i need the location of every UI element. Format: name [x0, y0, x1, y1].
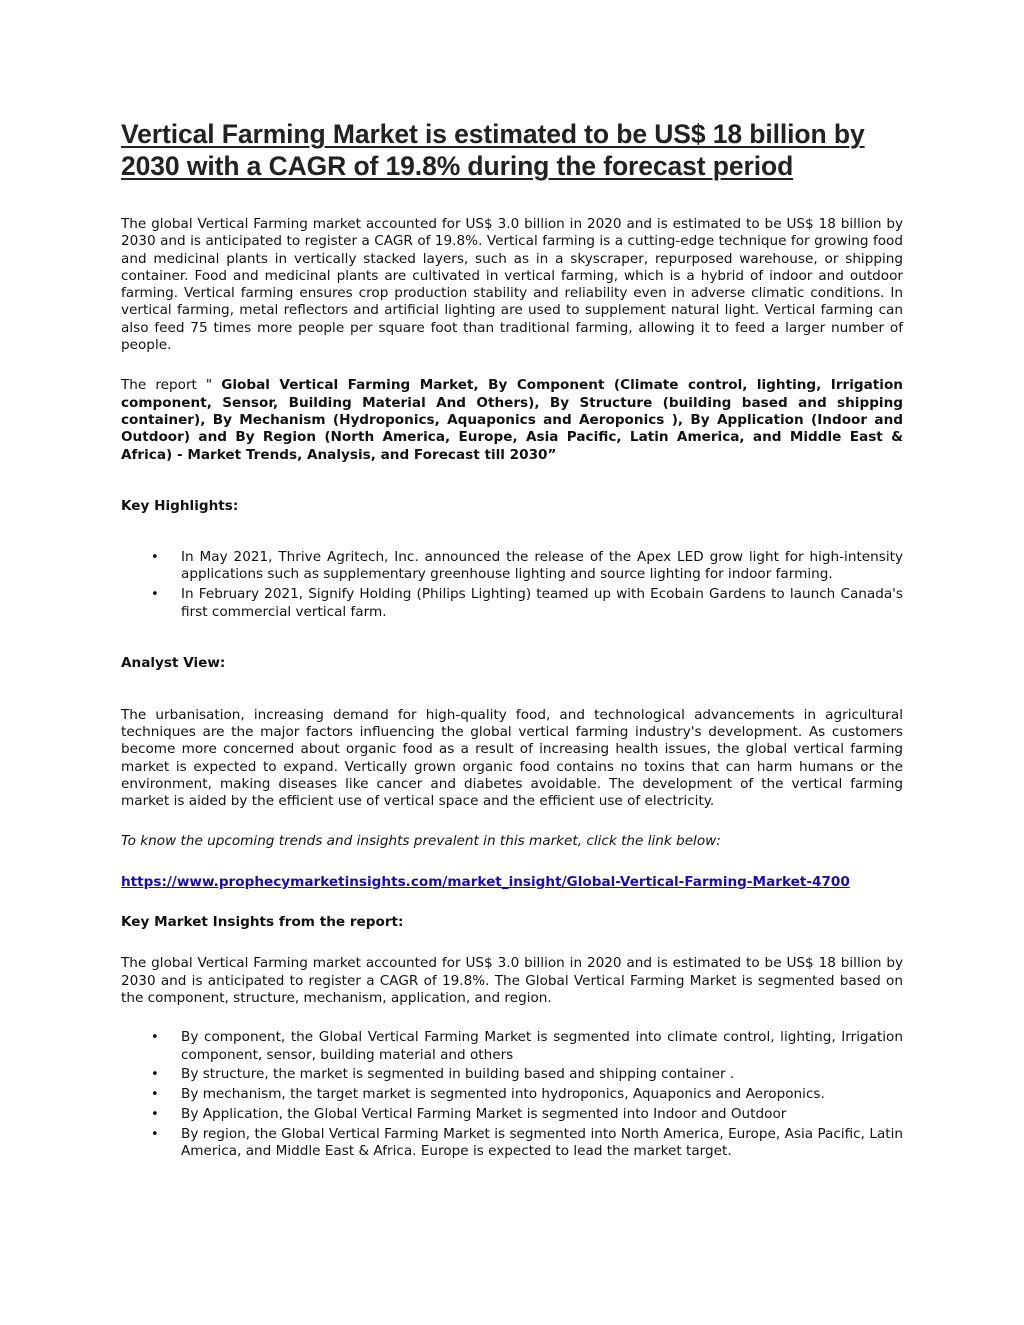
- page-title: Vertical Farming Market is estimated to be US$ 18 billion by 2030 with a CAGR of 19.8% during the forecast period: [121, 119, 865, 181]
- analyst-view-paragraph: The urbanisation, increasing demand for high-quality food, and technological advancements in agricultural techniques are the major factors influencing the global vertical farming industry's development. As customers become more concerned about organic food as a result of increasing health issues, the global vertical farming market is expected to expand. Vertically grown organic food contains no toxins that can harm humans or the environment, making diseases like cancer and diabetes avoidable. The development of the vertical farming market is aided by the efficient use of vertical space and the efficient use of electricity.: [121, 706, 903, 810]
- analyst-view-heading: Analyst View:: [121, 655, 226, 672]
- list-item-text: By structure, the market is segmented in building based and shipping container .: [181, 1066, 735, 1083]
- bullet-icon: •: [151, 1106, 159, 1122]
- intro-paragraph: The global Vertical Farming market accounted for US$ 3.0 billion in 2020 and is estimated to be US$ 18 billion by 2030 and is anticipated to register a CAGR of 19.8%. Vertical farming is a cutting-edge technique for growing food and medicinal plants in vertically stacked layers, such as in a skyscraper, repurposed warehouse, or shipping container. Food and medicinal plants are cultivated in vertical farming, which is a hybrid of indoor and outdoor farming. Vertical farming ensures crop production stability and reliability even in adverse climatic conditions. In vertical farming, metal reflectors and artificial lighting are used to supplement natural light. Vertical farming can also feed 75 times more people per square foot than traditional farming, allowing it to feed a larger number of people.: [121, 216, 903, 354]
- key-highlights-list: [121, 549, 903, 621]
- report-link[interactable]: https://www.prophecymarketinsights.com/market_insight/Global-Vertical-Farming-Market-4700: [121, 873, 850, 890]
- bullet-icon: •: [151, 587, 159, 603]
- list-item-text: By region, the Global Vertical Farming Market is segmented into North America, Europe, Asia Pacific, Latin America, and Middle East & Africa. Europe is expected to lead the market target.: [181, 1125, 903, 1159]
- report-paragraph: [121, 377, 903, 463]
- bullet-icon: •: [151, 1067, 159, 1083]
- key-insights-paragraph: The global Vertical Farming market accounted for US$ 3.0 billion in 2020 and is estimated to be US$ 18 billion by 2030 and is anticipated to register a CAGR of 19.8%. The Global Vertical Farming Market is segmented based on the component, structure, mechanism, application, and region.: [121, 955, 903, 1006]
- key-insights-list: [121, 1029, 903, 1160]
- key-highlights-heading: Key Highlights:: [121, 497, 239, 514]
- report-name: Global Vertical Farming Market, By Component (Climate control, lighting, Irrigation component, Sensor, Building Material And Others), By Structure (building based and shipping container), By Mechanism (Hydroponics, Aquaponics and Aeroponics ), By Application (Indoor and Outdoor) and By Region (North America, Europe, Asia Pacific, Latin America, and Middle East & Africa) - Market Trends, Analysis, and Forecast till 2030”: [121, 377, 903, 463]
- bullet-icon: •: [151, 1030, 159, 1046]
- key-insights-heading: Key Market Insights from the report:: [121, 914, 404, 931]
- list-item: [121, 1066, 903, 1083]
- link-paragraph: [121, 874, 903, 891]
- list-item-text: By mechanism, the target market is segmented into hydroponics, Aquaponics and Aeroponics.: [181, 1086, 825, 1103]
- list-item-text: By component, the Global Vertical Farming Market is segmented into climate control, lighting, Irrigation component, sensor, building material and others: [181, 1029, 903, 1063]
- document-page: [121, 118, 903, 1163]
- list-item-text: In May 2021, Thrive Agritech, Inc. announced the release of the Apex LED grow light for high-intensity applications such as supplementary greenhouse lighting and source lighting for indoor farming.: [181, 549, 903, 583]
- cta-text: To know the upcoming trends and insights prevalent in this market, click the link below:: [121, 833, 721, 850]
- list-item: [121, 586, 903, 621]
- list-item-text: In February 2021, Signify Holding (Philips Lighting) teamed up with Ecobain Gardens to launch Canada's first commercial vertical farm.: [181, 586, 903, 620]
- report-prefix: The report ": [121, 377, 222, 394]
- list-item: [121, 1029, 903, 1064]
- list-item: [121, 1106, 903, 1123]
- bullet-icon: •: [151, 550, 159, 566]
- list-item: [121, 1126, 903, 1161]
- bullet-icon: •: [151, 1126, 159, 1142]
- list-item-text: By Application, the Global Vertical Farming Market is segmented into Indoor and Outdoor: [181, 1105, 787, 1122]
- list-item: [121, 549, 903, 584]
- bullet-icon: •: [151, 1087, 159, 1103]
- list-item: [121, 1086, 903, 1103]
